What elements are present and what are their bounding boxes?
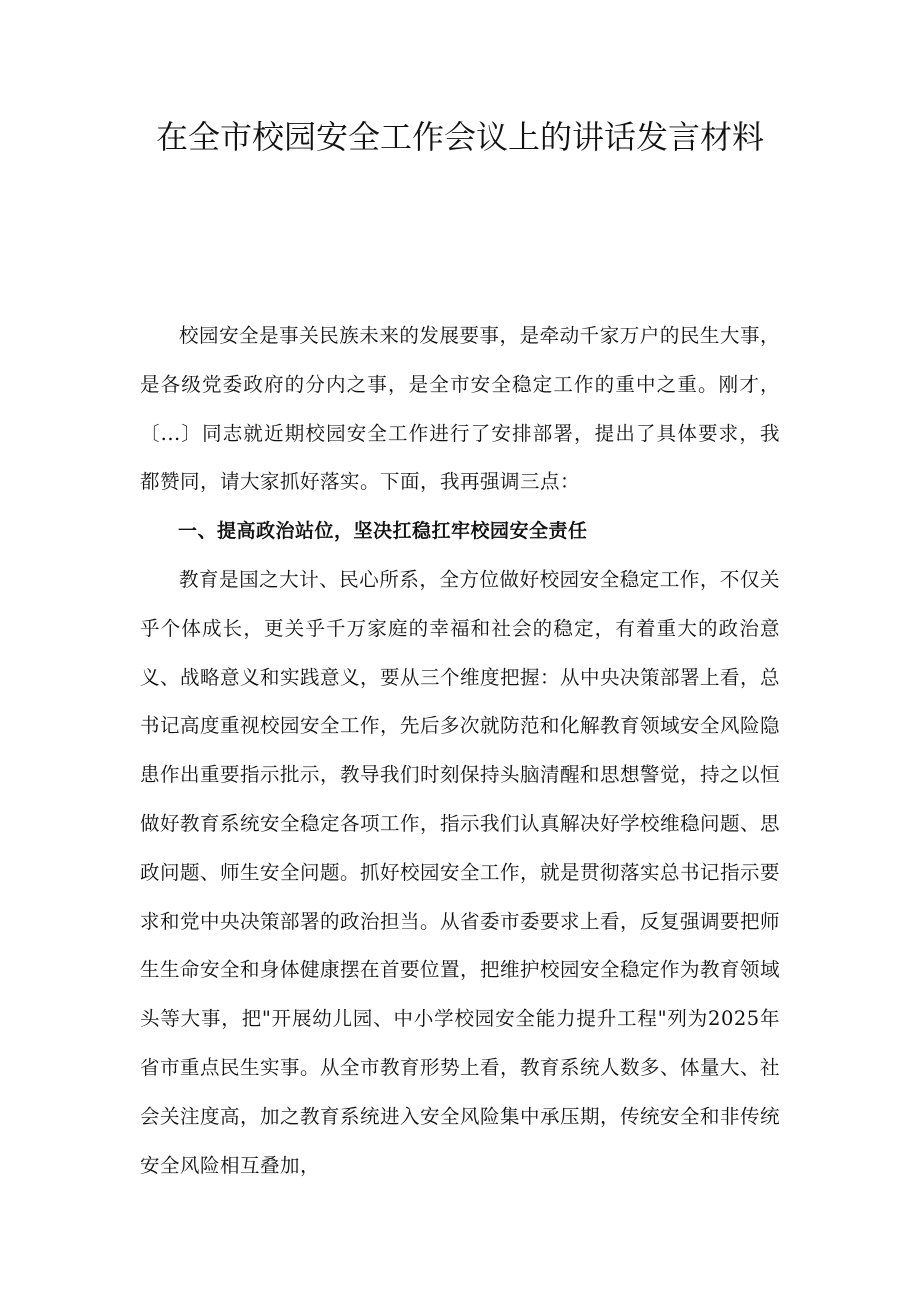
document-body xyxy=(140,312,780,1190)
intro-paragraph: 校园安全是事关民族未来的发展要事，是牵动千家万户的民生大事，是各级党委政府的分内之事，是全市安全稳定工作的重中之重。刚才，〔...〕同志就近期校园安全工作进行了安排部署，提出了具体要求，我都赞同，请大家抓好落实。下面，我再强调三点： xyxy=(140,324,780,494)
section-heading-1: 一、提高政治站位，坚决扛稳扛牢校园安全责任 xyxy=(178,520,588,543)
document-title: 在全市校园安全工作会议上的讲话发言材料 xyxy=(155,118,764,156)
section-1-paragraph: 教育是国之大计、民心所系，全方位做好校园安全稳定工作，不仅关乎个体成长，更关乎千万家庭的幸福和社会的稳定，有着重大的政治意义、战略意义和实践意义，要从三个维度把握：从中央决策部署上看，总书记高度重视校园安全工作，先后多次就防范和化解教育领域安全风险隐患作出重要指示批示，教导我们时刻保持头脑清醒和思想警觉，持之以恒做好教育系统安全稳定各项工作，指示我们认真解决好学校维稳问题、思政问题、师生安全问题。抓好校园安全工作，就是贯彻落实总书记指示要求和党中央决策部署的政治担当。从省委市委要求上看，反复强调要把师生生命安全和身体健康摆在首要位置，把维护校园安全稳定作为教育领域头等大事，把"开展幼儿园、中小学校园安全能力提升工程"列为2025年省市重点民生实事。从全市教育形势上看，教育系统人数多、体量大、社会关注度高，加之教育系统进入安全风险集中承压期，传统安全和非传统安全风险相互叠加， xyxy=(140,567,781,1177)
